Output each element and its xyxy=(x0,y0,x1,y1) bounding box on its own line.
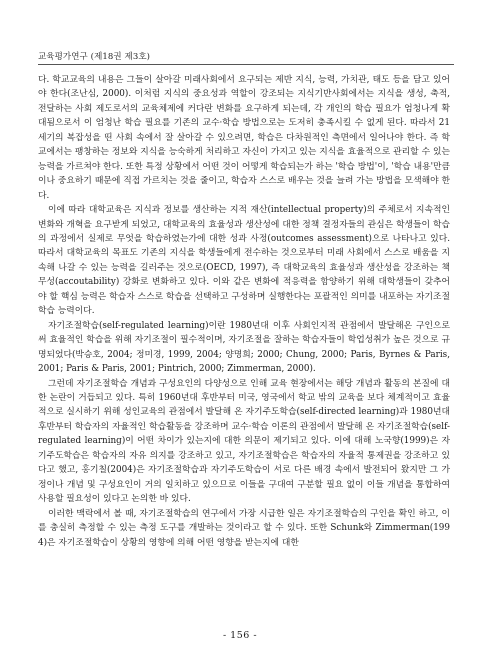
paragraph-3: 자기조절학습(self-regulated learning)이란 1980년대 이후 사회인지적 관점에서 발달해온 구인으로써 효율적인 학습을 위해 자기조절이 필수적이며, 자기조절을 잘하는 학습자들이 학업성취가 높은 것으로 규명되었다(박승호, 2004; 정미경, 1999, 2004; 양명희; 2000; Chung, 2000; Paris, Byrnes & Paris, 2001; Paris & Paris, 2001; Pintrich, 2000; Zimmerman, 2000). xyxy=(38,320,450,375)
paragraph-2: 이에 따라 대학교육은 지식과 정보를 생산하는 지적 재산(intellectual property)의 주체로서 지속적인 변화와 개혁을 요구받게 되었고, 대학교육의 효율성과 생산성에 대한 정책 결정자들의 관심은 학생들이 학습의 과정에서 실제로 무엇을 학습하였는가에 대한 성과 사정(outcomes assessment)으로 나타나고 있다. 따라서 대학교육의 목표도 기존의 지식을 학생들에게 전수하는 것으로부터 미래 사회에서 스스로 배움을 지속해 나갈 수 있는 능력을 길러주는 것으로(OECD, 1997), 즉 대학교육의 효율성과 생산성을 강조하는 책무성(accoutability) 강화로 변화하고 있다. 이와 같은 변화에 적응력을 함양하기 위해 대학생들이 갖추어야 할 핵심 능력은 학습자 스스로 학습을 선택하고 구성하며 실행한다는 포괄적인 의미를 내포하는 자기조절학습 능력이다. xyxy=(38,205,450,317)
page-number: - 156 - xyxy=(222,630,258,641)
paragraph-1: 다. 학교교육의 내용은 그들이 살아갈 미래사회에서 요구되는 제반 지식, 능력, 가치관, 태도 등을 담고 있어야 한다(조난심, 2000). 이처럼 지식의 중요성과 역할이 강조되는 지식기반사회에서는 지식을 생성, 축적, 전달하는 사회 제도로서의 교육체제에 커다란 변화를 요구하게 되는데, 각 개인의 학습 필요가 엄청나게 확대됨으로서 이 엄청난 학습 필요를 기존의 교수·학습 방법으로는 도저히 충족시킬 수 없게 된다. 따라서 21세기의 복잡성을 띤 사회 속에서 잘 살아갈 수 있으려면, 학습은 다차원적인 측면에서 일어나야 한다. 즉 학교에서는 팽창하는 정보와 지식을 능숙하게 처리하고 자신이 가지고 있는 지식을 효율적으로 관리할 수 있는 능력을 가르쳐야 한다. 또한 특정 상황에서 어떤 것이 어떻게 학습되는가 하는 '학습 방법'이, '학습 내용'만큼이나 중요하기 때문에 직접 가르치는 것을 줄이고, 학습자 스스로 배우는 것을 늘려 가는 방법을 모색해야 한다. xyxy=(38,75,450,201)
paragraph-4: 그런데 자기조절학습 개념과 구성요인의 다양성으로 인해 교육 현장에서는 해당 개념과 활동의 본질에 대한 논란이 거듭되고 있다. 특히 1960년대 후반부터 미국, 영국에서 학교 밖의 교육을 보다 체계적이고 효율적으로 실시하기 위해 성인교육의 관점에서 발달해 온 자기주도학습(self-directed learning)과 1980년대 후반부터 학습자의 자율적인 학습활동을 강조하며 교수·학습 이론의 관점에서 발달해 온 자기조절학습(self-regulated learning)이 어떤 차이가 있는지에 대한 의문이 제기되고 있다. 이에 대해 노국향(1999)은 자기주도학습은 학습자의 자유 의지를 강조하고 있고, 자기조절학습은 학습자의 자율적 통제권을 강조하고 있다고 했고, 홍기칠(2004)은 자기조절학습과 자기주도학습이 서로 다른 배경 속에서 발전되어 왔지만 그 가정이나 개념 및 구성요인이 거의 일치하고 있으므로 이들을 구대여 구분할 필요 없이 이들 개념을 통합하여 사용할 필요성이 있다고 논의한 바 있다. xyxy=(38,378,450,505)
header-rule xyxy=(38,64,454,65)
paragraph-5: 이러한 맥락에서 볼 때, 자기조절학습의 연구에서 가장 시급한 일은 자기조절학습의 구인을 확인 하고, 이를 충실히 측정할 수 있는 측정 도구를 개발하는 것이라고 할 수 있다. 또한 Schunk와 Zimmerman(1994)은 자기조절학습이 상황의 영향에 의해 어떤 영향을 받는지에 대한 xyxy=(38,508,450,548)
body-text xyxy=(38,73,450,550)
running-header: 교육평가연구 (제18권 제3호) xyxy=(38,52,151,62)
